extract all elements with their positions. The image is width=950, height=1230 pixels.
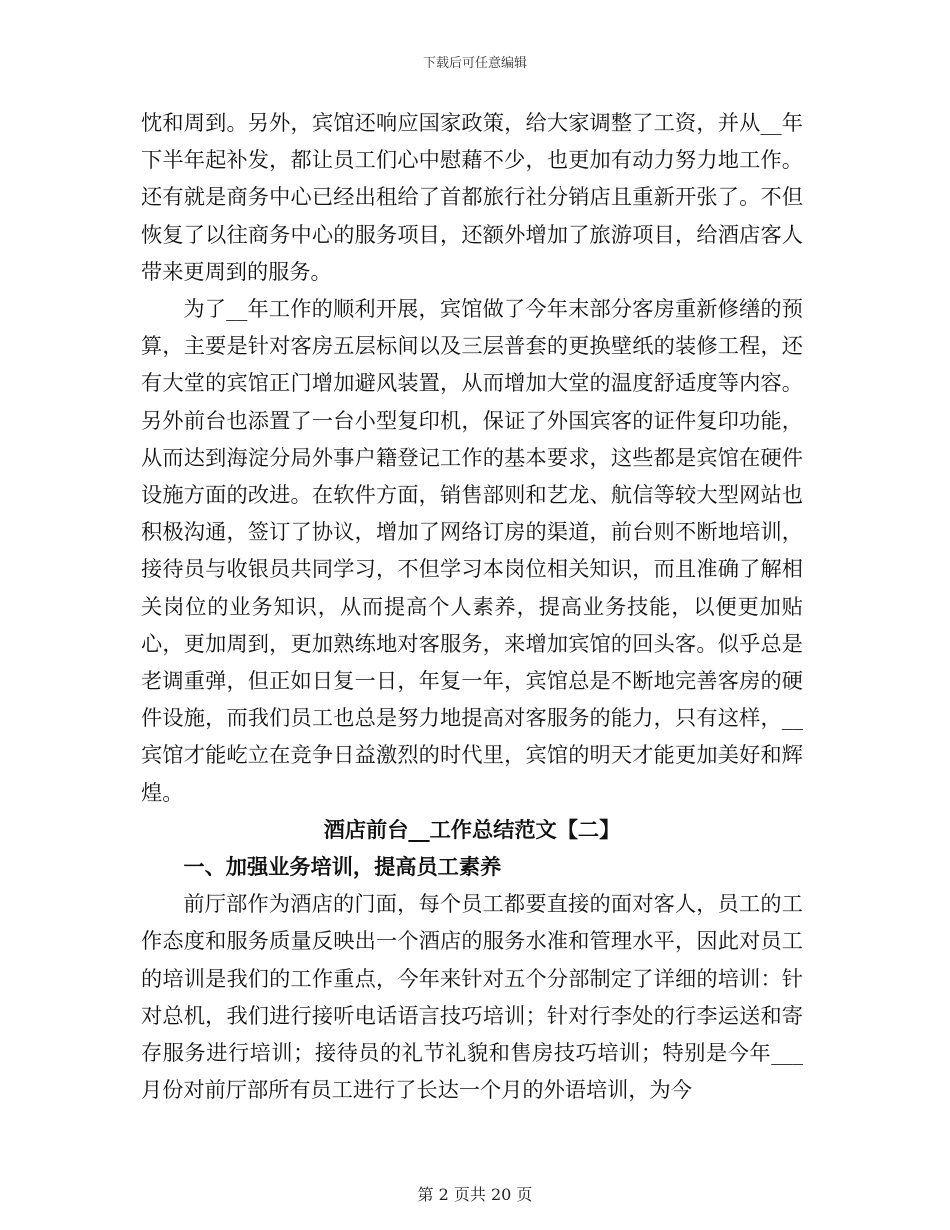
paragraph-continuation: 忱和周到。另外，宾馆还响应国家政策，给大家调整了工资，并从__年下半年起补发，都让员工们心中慰藉不少，也更加有动力努力地工作。还有就是商务中心已经出租给了首都旅行社分销店且重新开张了。不但恢复了以往商务中心的服务项目，还额外增加了旅游项目，给酒店客人带来更周到的服务。 [141,110,803,284]
section-subheading: 一、加强业务培训，提高员工素养 [183,854,502,880]
section-title: 酒店前台__工作总结范文【二】 [323,816,621,842]
paragraph-training: 前厅部作为酒店的门面，每个员工都要直接的面对客人，员工的工作态度和服务质量反映出一个酒店的服务水准和管理水平，因此对员工的培训是我们的工作重点，今年来针对五个分部制定了详细的培训：针对总机，我们进行接听电话语言技巧培训；针对行李处的行李运送和寄存服务进行培训；接待员的礼节礼貌和售房技巧培训；特别是今年___月份对前厅部所有员工进行了长达一个月的外语培训，为今 [141,891,803,1103]
page-footer: 第 2 页共 20 页 [417,1185,533,1204]
page-header: 下载后可任意编辑 [422,56,527,71]
document-body [141,104,803,1108]
paragraph-renovation: 为了__年工作的顺利开展，宾馆做了今年末部分客房重新修缮的预算，主要是针对客房五层标间以及三层普套的更换壁纸的装修工程，还有大堂的宾馆正门增加避风装置，从而增加大堂的温度舒适度等内容。另外前台也添置了一台小型复印机，保证了外国宾客的证件复印功能，从而达到海淀分局外事户籍登记工作的基本要求，这些都是宾馆在硬件设施方面的改进。在软件方面，销售部则和艺龙、航信等较大型网站也积极沟通，签订了协议，增加了网络订房的渠道，前台则不断地培训，接待员与收银员共同学习，不但学习本岗位相关知识，而且准确了解相关岗位的业务知识，从而提高个人素养，提高业务技能，以便更加贴心，更加周到，更加熟练地对客服务，来增加宾馆的回头客。似乎总是老调重弹，但正如日复一日，年复一年，宾馆总是不断地完善客房的硬件设施，而我们员工也总是努力地提高对客服务的能力，只有这样，__宾馆才能屹立在竞争日益激烈的时代里，宾馆的明天才能更加美好和辉煌。 [141,296,803,805]
